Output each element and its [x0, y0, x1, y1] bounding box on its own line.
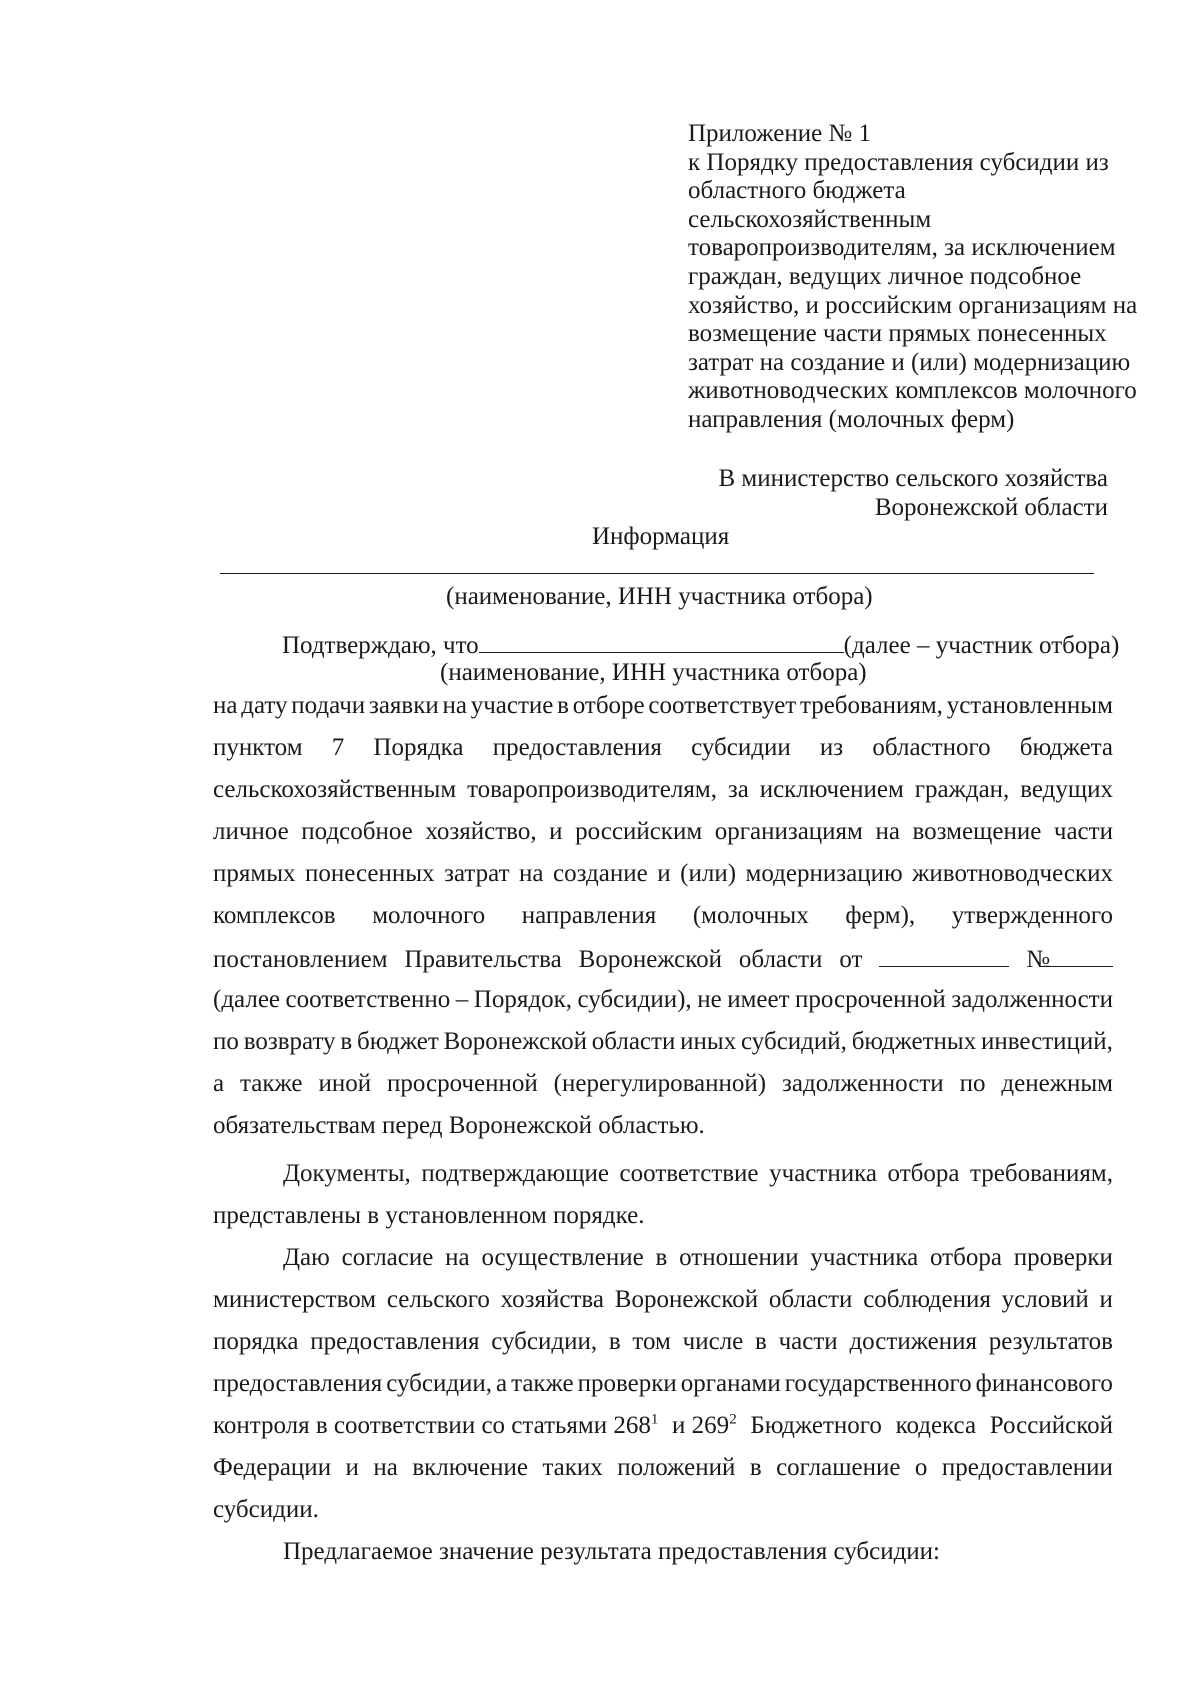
appendix-line: граждан, ведущих личное подсобное: [688, 262, 1082, 290]
paragraph-line: [213, 986, 1113, 1028]
word: участника: [810, 1244, 919, 1271]
word: порядка: [213, 1328, 299, 1355]
word: отборе: [572, 692, 645, 719]
word: затрат: [444, 860, 510, 887]
appendix-line: затрат на создание и (или) модернизацию: [688, 348, 1131, 376]
word: заявки: [368, 692, 439, 719]
word: на: [875, 818, 900, 845]
word: Бюджетного: [750, 1412, 882, 1439]
word: просроченной: [795, 986, 946, 1013]
word: в: [655, 1244, 668, 1271]
word: соответствует: [648, 692, 797, 719]
word: модернизацию: [745, 860, 903, 887]
word: также: [511, 1370, 574, 1397]
word: предоставления: [213, 1370, 383, 1397]
word: предоставления: [310, 1328, 480, 1355]
word: –: [455, 986, 469, 1013]
word: и: [549, 818, 563, 845]
word: областного: [872, 734, 991, 761]
word: просроченной: [386, 1070, 538, 1097]
word: на: [373, 1454, 398, 1481]
word: (далее: [213, 986, 281, 1013]
word: в: [749, 1454, 762, 1481]
appendix-header: [688, 120, 1148, 435]
word: требованиям,: [799, 692, 943, 719]
word: исключением: [759, 776, 904, 803]
paragraph-line: [213, 1244, 1113, 1286]
paragraph-line: [213, 902, 1113, 944]
line-text: Предлагаемое значение результата предоставления субсидии:: [283, 1538, 941, 1565]
addressee-line-2: Воронежской области: [874, 494, 1108, 521]
word: достижения: [849, 1328, 977, 1355]
word: участника: [769, 1160, 877, 1187]
paragraph-line: [213, 1070, 1113, 1112]
line-text: субсидии.: [213, 1496, 319, 1523]
word: подтверждающие: [421, 1160, 609, 1187]
paragraph-documents: [213, 1160, 1113, 1244]
word: соблюдения: [863, 1286, 991, 1313]
word: граждан,: [914, 776, 1010, 803]
word: в: [340, 1028, 353, 1055]
word: ведущих: [1020, 776, 1113, 803]
word: и: [345, 1454, 359, 1481]
word: в: [557, 692, 569, 719]
word: хозяйство,: [425, 818, 537, 845]
word: ферм),: [845, 902, 916, 929]
paragraph-line: [213, 818, 1113, 860]
appendix-line: сельскохозяйственным: [688, 205, 932, 233]
word: инвестиций,: [981, 1028, 1113, 1055]
word: задолженности: [951, 986, 1113, 1013]
word: числе: [682, 1328, 744, 1355]
word: молочного: [372, 902, 486, 929]
word: не: [697, 986, 722, 1013]
word: имеет: [727, 986, 790, 1013]
word: кодекса: [895, 1412, 977, 1439]
paragraph-line: [213, 1286, 1113, 1328]
word: согласие: [341, 1244, 434, 1271]
word: на: [442, 692, 467, 719]
appendix-line: животноводческих комплексов молочного: [688, 377, 1137, 405]
word: Правительства: [404, 946, 562, 973]
word: предоставления: [492, 734, 662, 761]
word: (молочных: [692, 902, 809, 929]
word: возврату: [243, 1028, 336, 1055]
word: направления: [521, 902, 657, 929]
word: организациям: [714, 818, 863, 845]
word: о: [914, 1454, 928, 1481]
word: результатов: [988, 1328, 1113, 1355]
word: пунктом: [213, 734, 303, 761]
document-title: Информация: [592, 523, 730, 550]
decree-number-blank[interactable]: [1039, 944, 1113, 967]
word: субсидии,: [491, 1328, 598, 1355]
paragraph-line: [213, 776, 1113, 818]
word: соответственно: [285, 986, 451, 1013]
word: том: [632, 1328, 671, 1355]
paragraph-line: [213, 1328, 1113, 1370]
word: отбора: [887, 1160, 960, 1187]
word: иной: [318, 1070, 372, 1097]
word: на: [519, 860, 544, 887]
confirm-suffix: (далее – участник отбора): [843, 632, 1120, 659]
addressee: [718, 464, 1108, 522]
word: хозяйства: [500, 1286, 604, 1313]
word: товаропроизводителям,: [467, 776, 717, 803]
appendix-line: к Порядку предоставления субсидии из: [688, 148, 1109, 176]
word: по: [213, 1028, 239, 1055]
paragraph-line-decree: [213, 944, 1113, 986]
word: установленным: [946, 692, 1113, 719]
word: Документы,: [283, 1160, 411, 1187]
word: животноводческих: [912, 860, 1113, 887]
appendix-line: хозяйство, и российским организациям на: [688, 291, 1138, 319]
paragraph-line: [213, 860, 1113, 902]
word: а: [496, 1370, 508, 1397]
paragraph-consent: [213, 1244, 1113, 1538]
word: Российской: [989, 1412, 1113, 1439]
word: от: [839, 946, 863, 973]
word: Воронежской: [614, 1286, 759, 1313]
word: подсобное: [301, 818, 413, 845]
word: в: [755, 1328, 767, 1355]
word: на: [213, 692, 238, 719]
line-text-part: [672, 1412, 737, 1440]
word: отбора: [930, 1244, 1002, 1271]
addressee-line-1: В министерство сельского хозяйства: [718, 465, 1108, 492]
confirm-blank-field[interactable]: [479, 630, 844, 653]
word: Порядок,: [473, 986, 572, 1013]
participant-name-blank-line: [220, 573, 1094, 574]
word: из: [819, 734, 844, 761]
word: также: [240, 1070, 303, 1097]
paragraph-line: [213, 1112, 1113, 1154]
word: российским: [575, 818, 703, 845]
word: области: [738, 946, 823, 973]
statute-superscript: 2: [729, 1411, 737, 1428]
statute-superscript: 1: [650, 1411, 659, 1428]
word: соответствие: [619, 1160, 759, 1187]
appendix-line: товаропроизводителям, за исключением: [688, 234, 1116, 262]
paragraph-line: [213, 1454, 1113, 1496]
word: субсидии: [691, 734, 791, 761]
paragraph-line: [213, 734, 1113, 776]
word: части: [778, 1328, 838, 1355]
word: министерством: [213, 1286, 377, 1313]
word: соглашение: [776, 1454, 901, 1481]
decree-date-blank[interactable]: [879, 944, 1009, 967]
line-text: представлены в установленном порядке.: [213, 1202, 645, 1229]
word: прямых: [213, 860, 296, 887]
appendix-line: направления (молочных ферм): [688, 405, 1015, 433]
word: субсидий,: [741, 1028, 847, 1055]
word: проверки: [1013, 1244, 1113, 1271]
word: Даю: [283, 1244, 330, 1271]
line-text: обязательствам перед Воронежской областью.: [213, 1112, 705, 1139]
word: положений: [617, 1454, 736, 1481]
appendix-line: возмещение части прямых понесенных: [688, 320, 1107, 348]
word: а: [213, 1070, 225, 1097]
word: на: [445, 1244, 470, 1271]
word: подачи: [291, 692, 366, 719]
word: дату: [241, 692, 288, 719]
word: субсидии,: [386, 1370, 493, 1397]
word: бюджет: [357, 1028, 439, 1055]
word: осуществление: [481, 1244, 644, 1271]
paragraph-line-statutes: [213, 1412, 1113, 1454]
word: создание: [553, 860, 648, 887]
word: 7: [331, 734, 345, 761]
word: государственного: [784, 1370, 972, 1397]
word: требованиям,: [970, 1160, 1113, 1187]
paragraph-line: [213, 692, 1113, 734]
paragraph-line: [213, 1496, 1113, 1538]
word: отношении: [679, 1244, 799, 1271]
word: включение: [412, 1454, 528, 1481]
word: и: [657, 860, 671, 887]
word: бюджета: [1019, 734, 1113, 761]
word: Воронежской: [578, 946, 722, 973]
paragraph-proposed-value: [213, 1538, 1113, 1580]
word: денежным: [1001, 1070, 1113, 1097]
confirm-caption: (наименование, ИНН участника отбора): [440, 659, 867, 686]
statute-text: контроля в соответствии со статьями 268: [213, 1412, 651, 1439]
word: иных: [680, 1028, 737, 1055]
appendix-line: областного бюджета: [688, 177, 906, 205]
word: финансового: [975, 1370, 1113, 1397]
confirm-line: [282, 630, 1119, 661]
word: части: [1053, 818, 1113, 845]
word: по: [959, 1070, 986, 1097]
word: (нерегулированной): [553, 1070, 767, 1097]
word: и: [1099, 1286, 1113, 1313]
word: возмещение: [912, 818, 1042, 845]
confirm-prefix: Подтверждаю, что: [282, 632, 479, 659]
word: личное: [213, 818, 289, 845]
word: бюджетных: [851, 1028, 977, 1055]
word: области: [591, 1028, 676, 1055]
paragraph-line: [213, 1538, 1113, 1580]
word: области: [768, 1286, 853, 1313]
word: проверки: [577, 1370, 677, 1397]
word: Порядка: [373, 734, 464, 761]
word: органами: [680, 1370, 781, 1397]
word: утвержденного: [951, 902, 1113, 929]
decree-number-sign: №: [1026, 946, 1051, 973]
paragraph-line: [213, 1202, 1113, 1244]
line-text-part: [213, 1412, 658, 1440]
word: задолженности: [782, 1070, 944, 1097]
word: предоставлении: [941, 1454, 1113, 1481]
word: (или): [680, 860, 737, 887]
word: сельскохозяйственным: [213, 776, 457, 803]
paragraph-line: [213, 1160, 1113, 1202]
participant-name-caption: (наименование, ИНН участника отбора): [446, 583, 873, 610]
word: субсидии),: [577, 986, 692, 1013]
paragraph-requirements: [213, 692, 1113, 1154]
word: постановлением: [213, 946, 388, 973]
word: в: [608, 1328, 621, 1355]
word: Федерации: [213, 1454, 332, 1481]
word: понесенных: [305, 860, 435, 887]
word: за: [727, 776, 749, 803]
word: Воронежской: [443, 1028, 587, 1055]
word: комплексов: [213, 902, 336, 929]
word: сельского: [386, 1286, 490, 1313]
paragraph-line: [213, 1370, 1113, 1412]
word: условий: [1001, 1286, 1089, 1313]
word: таких: [542, 1454, 603, 1481]
statute-text: и 269: [672, 1412, 730, 1439]
word: участие: [470, 692, 554, 719]
paragraph-line: [213, 1028, 1113, 1070]
appendix-line: Приложение № 1: [688, 120, 872, 147]
